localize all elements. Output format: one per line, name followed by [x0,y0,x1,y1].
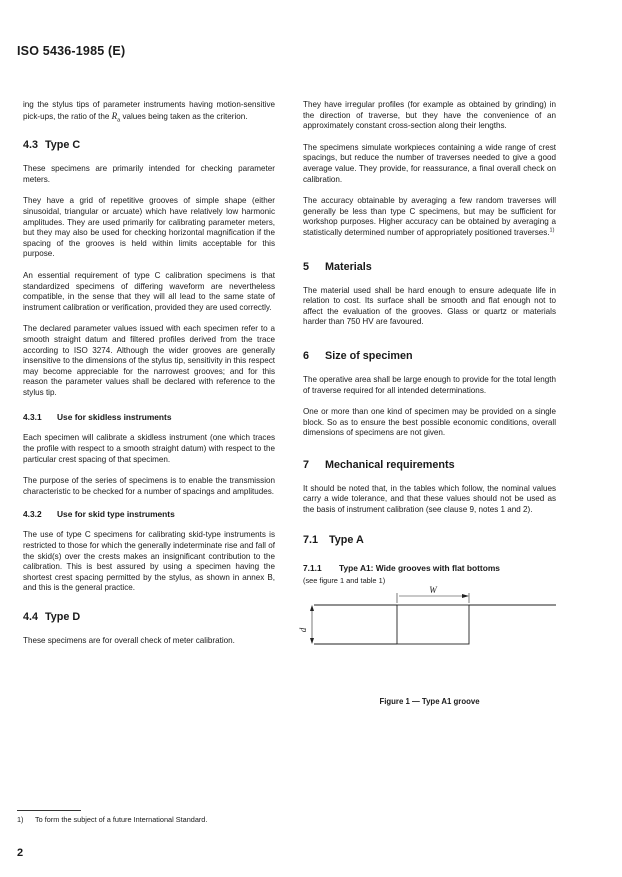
d-label: d [298,627,308,632]
ra-subscript: a [117,117,121,124]
heading-number: 7.1 [303,533,319,546]
heading-4-3-1 [23,412,275,423]
heading-title: Type C [45,139,81,152]
heading-number: 4.3.1 [23,412,42,423]
heading-title: Use for skidless instruments [57,412,172,423]
w-arrow-right [462,594,469,598]
heading-title: Type A [329,533,364,546]
heading-4-4 [23,611,275,624]
figure-reference: (see figure 1 and table 1) [303,575,386,585]
paragraph-5-a: The material used shall be hard enough to ensure adequate life in relation to cost. Its surface shall be smooth and flat enough not to affect the evaluation of the grooves. Glass or quartz or materials harder than 750 HV are favoured. [303,285,556,327]
heading-number: 4.3 [23,139,39,152]
heading-number: 4.4 [23,611,39,623]
groove-drawing [298,584,556,653]
paragraph-4-4-a: These specimens are for overall check of meter calibration. [23,636,235,645]
heading-title: Mechanical requirements [325,458,455,471]
heading-7 [303,459,556,472]
heading-5 [303,261,556,274]
heading-7-1-1 [303,563,556,574]
heading-title: Size of specimen [325,349,413,362]
right-column [298,100,556,653]
heading-title: Materials [325,260,372,273]
paragraph-4-3-1: These specimens are primarily intended for checking parameter meters. [23,164,275,184]
footnote-divider [17,810,81,811]
paragraph-text: The accuracy obtainable by averaging a few random traverses will generally be less than type C specimens, but may be sufficient for workshop purposes. Higher accuracy can be obtained by averaging a statistically determined number of appropriately positioned traverses. [303,196,556,237]
paragraph-7-a: It should be noted that, in the tables which follow, the nominal values carry a wide tolerance, and that these values should not be used as the basis of instrument calibration (see clause 9, notes 1 and 2). [303,483,556,515]
paragraph-4-3-1-b: The purpose of the series of specimens is to enable the transmission characteristic to be checked for a number of spacings and amplitudes. [23,476,275,496]
heading-4-3-2 [23,509,275,520]
groove-outline [397,605,469,644]
heading-4-3 [23,139,275,152]
paragraph-4-3-2-a: The use of type C specimens for calibrating skid-type instruments is restricted to those for which the generally indeterminate rise and fall of the skid(s) over the crests makes an insignificant contribution to the calibration. This is best assured by using a specimen having the shortest crest spacing permitted by the stylus, as shown in annex B, and this is the general practice. [23,530,275,593]
paragraph-6-a: The operative area shall be large enough to provide for the total length of traverse required for all intended determinations. [303,374,556,395]
intro-text-after: values being taken as the criterion. [120,111,248,121]
figure-1-caption: Figure 1 — Type A1 groove [379,697,480,706]
intro-text-before: ing the stylus tips of parameter instruments having motion-sensitive pick-ups, the ratio of the [23,100,275,121]
w-label: W [429,584,437,595]
heading-number: 6 [303,349,310,362]
figure-1-diagram [298,584,556,653]
heading-6 [303,350,556,363]
paragraph-4-3-2: They have a grid of repetitive grooves of simple shape (either sinusoidal, triangular or arcuate) which have relatively low harmonic amplitudes. They are used primarily for calibrating parameter meters, but they may also be used for checking horizontal magnification if the spacing of the grooves is held within limits acceptable for this purpose. [23,196,275,259]
paragraph-4-3-4: The declared parameter values issued with each specimen refer to a smooth straight datum and filtered profiles derived from the trace according to ISO 3274. Although the wider grooves are generally insensitive to the dimensions of the stylus tip, sensitivity in this respect may become appreciable for the narrowest grooves; and for this reason the parameter values shall be declared with reference to the stylus tip. [23,324,275,397]
paragraph-type-d-3 [303,196,556,238]
footnote-mark: 1) [549,227,555,234]
paragraph-4-3-1-a: Each specimen will calibrate a skidless instrument (one which traces the profile with respect to a smooth straight datum) with respect to the particular crest spacing of that specimen. [23,433,275,464]
document-header: ISO 5436-1985 (E) [17,44,126,58]
heading-title: Use for skid type instruments [57,509,175,520]
heading-number: 4.3.2 [23,509,42,520]
heading-title: Type D [45,611,81,623]
footnote [17,815,207,824]
paragraph-type-d-2: The specimens simulate workpieces containing a wide range of crest spacings, but reduce the number of traverses needed to give a good average value. They provide, for reassurance, a final overall check on calibration. [303,142,556,184]
footnote-number: 1) [17,815,24,824]
footnote-text: To form the subject of a future International Standard. [35,815,208,824]
paragraph-type-d-1: They have irregular profiles (for example as obtained by grinding) in the direction of traverse, but they have the convenience of an approximately constant cross-section along their lengths. [303,100,556,131]
page-number: 2 [17,847,24,859]
paragraph-4-3-3: An essential requirement of type C calibration specimens is that standardized specimens of differing waveform are nevertheless compatible, in the sense that they will all lead to the same state of instrument calibration or verification, provided they are used correctly. [23,270,275,312]
heading-title: Type A1: Wide grooves with flat bottoms [339,562,500,573]
d-arrow-top [310,605,314,611]
intro-paragraph [23,100,275,122]
d-arrow-bottom [310,638,314,644]
heading-number: 5 [303,260,310,273]
heading-7-1 [303,534,556,547]
paragraph-6-b: One or more than one kind of specimen may be provided on a single block. So as to ensure the best possible economic conditions, overall dimensions of specimens are not given. [303,407,556,438]
ra-symbol: R [111,110,118,121]
heading-number: 7.1.1 [303,562,322,573]
left-column [23,100,275,658]
heading-number: 7 [303,458,310,471]
